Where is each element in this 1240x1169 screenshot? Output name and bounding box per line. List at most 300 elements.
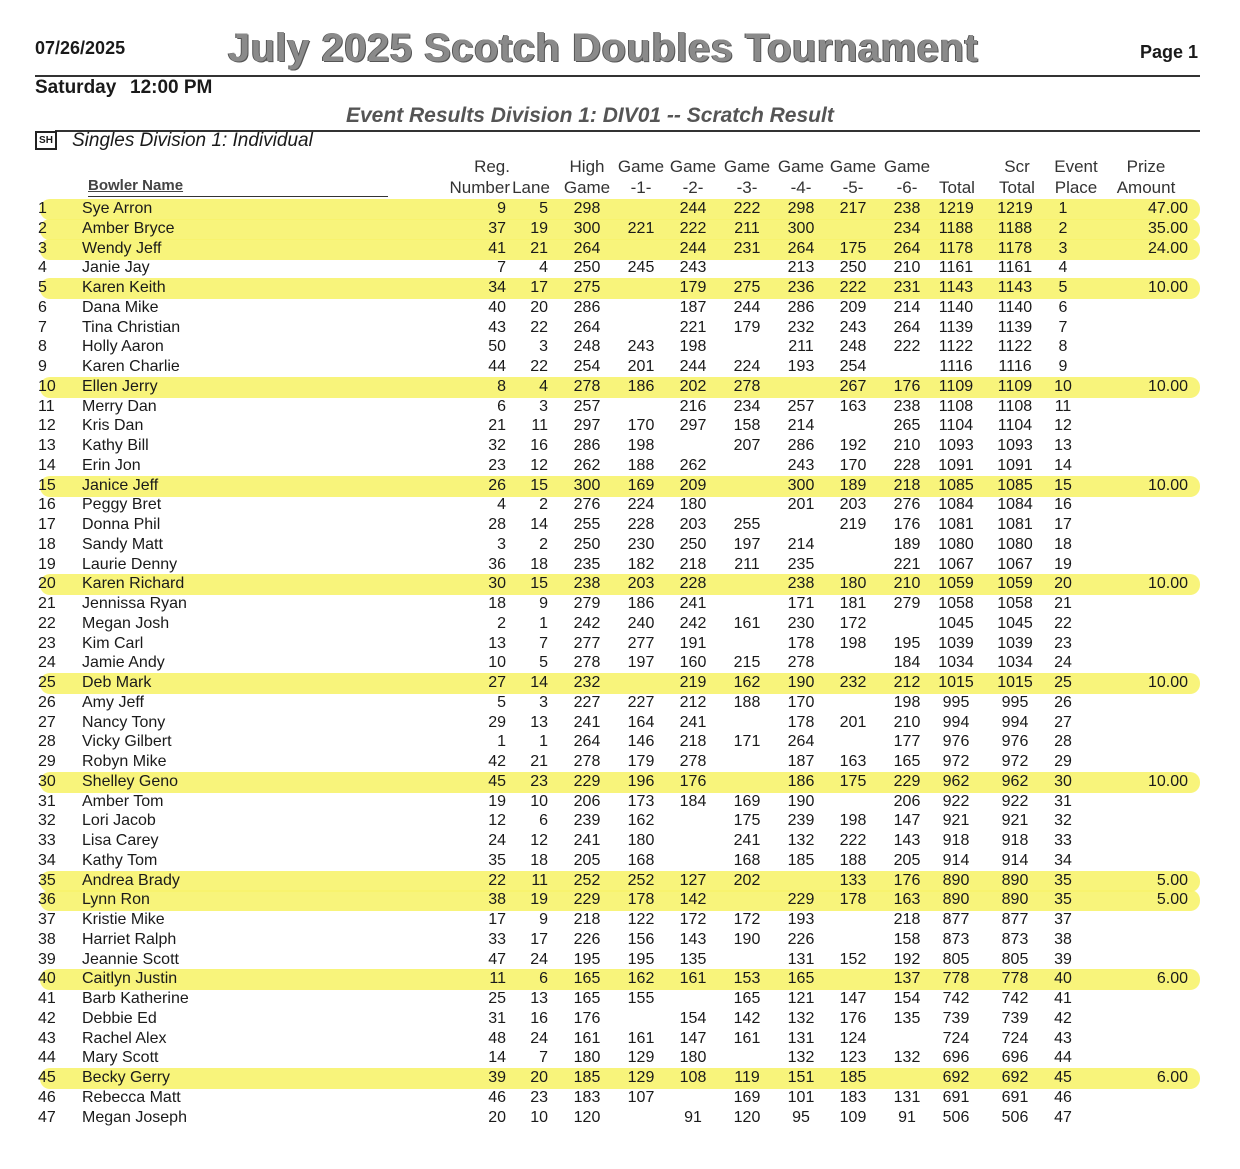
total-score: 1109: [938, 378, 974, 395]
table-row: [0, 1009, 1240, 1029]
table-row: [0, 851, 1240, 871]
game-1-score: 277: [627, 635, 655, 652]
game-2-score: 203: [679, 516, 707, 533]
game-6-score: 184: [893, 654, 921, 671]
game-5-score: 175: [839, 773, 867, 790]
game-4-score: 243: [787, 457, 815, 474]
game-5-score: 133: [839, 872, 867, 889]
total-score: 506: [942, 1109, 970, 1126]
row-number: 5: [38, 279, 47, 296]
event-place: 29: [1054, 753, 1072, 770]
game-4-score: 131: [787, 951, 815, 968]
row-number: 22: [38, 615, 56, 632]
lane: 18: [530, 556, 548, 573]
high-game: 254: [573, 358, 601, 375]
bowler-name: Donna Phil: [82, 516, 161, 533]
total-score: 918: [942, 832, 970, 849]
lane: 12: [530, 832, 548, 849]
event-place: 44: [1054, 1049, 1072, 1066]
game-6-score: 91: [898, 1109, 916, 1126]
game-1-score: 196: [627, 773, 655, 790]
bowler-name: Kris Dan: [82, 417, 144, 434]
game-4-score: 300: [787, 220, 815, 237]
table-row: [0, 495, 1240, 515]
row-number: 4: [38, 259, 47, 276]
high-game: 232: [573, 674, 601, 691]
high-game: 183: [573, 1089, 601, 1106]
game-2-score: 143: [679, 931, 707, 948]
reg-number: 40: [488, 299, 506, 316]
lane: 7: [539, 635, 548, 652]
game-3-score: 169: [733, 1089, 761, 1106]
bowler-name: Sye Arron: [82, 200, 153, 217]
game-3-score: 142: [733, 1010, 761, 1027]
game-2-score: 219: [679, 674, 707, 691]
lane: 9: [539, 595, 548, 612]
lane: 17: [530, 931, 548, 948]
header-game-3: [720, 156, 774, 198]
header-game-4: [774, 156, 828, 198]
table-row: [0, 732, 1240, 752]
reg-number: 47: [488, 951, 506, 968]
scratch-total: 1140: [997, 299, 1033, 316]
reg-number: 12: [488, 812, 506, 829]
high-game: 165: [573, 990, 601, 1007]
table-row: [0, 752, 1240, 772]
scratch-total: 976: [1001, 733, 1029, 750]
game-5-score: 180: [839, 575, 867, 592]
total-score: 890: [942, 872, 970, 889]
game-3-score: 278: [733, 378, 761, 395]
total-score: 696: [942, 1049, 970, 1066]
reg-number: 48: [488, 1030, 506, 1047]
game-3-score: 158: [733, 417, 761, 434]
bowler-name: Tina Christian: [82, 319, 181, 336]
event-place: 35: [1054, 891, 1072, 908]
game-5-score: 181: [839, 595, 867, 612]
game-1-score: 243: [627, 338, 655, 355]
game-6-score: 154: [893, 990, 921, 1007]
lane: 3: [539, 694, 548, 711]
header-game-number: -3-: [736, 178, 758, 197]
reg-number: 30: [488, 575, 506, 592]
high-game: 235: [573, 556, 601, 573]
game-3-score: 190: [733, 931, 761, 948]
game-4-score: 178: [787, 714, 815, 731]
reg-number: 24: [488, 832, 506, 849]
table-row: [0, 436, 1240, 456]
scratch-total: 724: [1001, 1030, 1029, 1047]
reg-number: 33: [488, 931, 506, 948]
lane: 7: [539, 1049, 548, 1066]
row-number: 44: [38, 1049, 56, 1066]
game-3-score: 202: [733, 872, 761, 889]
lane: 21: [530, 753, 548, 770]
high-game: 229: [573, 891, 601, 908]
high-game: 165: [573, 970, 601, 987]
game-6-score: 218: [893, 911, 921, 928]
game-2-score: 172: [679, 911, 707, 928]
game-2-score: 202: [679, 378, 707, 395]
game-2-score: 244: [679, 200, 707, 217]
row-number: 43: [38, 1030, 56, 1047]
row-number: 39: [38, 951, 56, 968]
bowler-name: Jamie Andy: [82, 654, 165, 671]
game-3-score: 255: [733, 516, 761, 533]
total-score: 1080: [938, 536, 974, 553]
scratch-total: 922: [1001, 793, 1029, 810]
game-2-score: 241: [679, 595, 707, 612]
total-score: 1188: [938, 220, 974, 237]
event-place: 20: [1054, 575, 1072, 592]
bowler-name: Kathy Tom: [82, 852, 158, 869]
bowler-name: Kathy Bill: [82, 437, 149, 454]
game-4-score: 132: [787, 1049, 815, 1066]
high-game: 264: [573, 733, 601, 750]
bowler-name: Janie Jay: [82, 259, 150, 276]
header-game-number: -2-: [682, 178, 704, 197]
header-game-label: Game: [777, 157, 825, 176]
game-5-score: 123: [839, 1049, 867, 1066]
table-row: [0, 1108, 1240, 1128]
game-6-score: 132: [893, 1049, 921, 1066]
header-game-label: Game: [829, 157, 877, 176]
lane: 17: [530, 279, 548, 296]
game-3-score: 179: [733, 319, 761, 336]
scratch-total: 918: [1001, 832, 1029, 849]
reg-number: 34: [488, 279, 506, 296]
event-place: 19: [1054, 556, 1072, 573]
game-6-score: 147: [893, 812, 921, 829]
game-3-score: 161: [733, 615, 761, 632]
table-row: [0, 594, 1240, 614]
high-game: 250: [573, 259, 601, 276]
total-score: 962: [942, 773, 970, 790]
reg-number: 25: [488, 990, 506, 1007]
high-game: 278: [573, 753, 601, 770]
lane: 11: [531, 417, 548, 434]
row-number: 36: [38, 891, 56, 908]
high-game: 298: [573, 200, 601, 217]
game-5-score: 243: [839, 319, 867, 336]
game-6-score: 210: [893, 437, 921, 454]
game-5-score: 175: [839, 240, 867, 257]
lane: 5: [539, 200, 548, 217]
game-2-score: 176: [679, 773, 707, 790]
bowler-name: Amber Bryce: [82, 220, 175, 237]
header-reg-top: Reg.: [474, 157, 510, 176]
total-score: 1081: [938, 516, 974, 533]
total-score: 1015: [938, 674, 974, 691]
event-place: 14: [1054, 457, 1072, 474]
header-prize-top: Prize: [1126, 157, 1166, 176]
total-score: 1067: [938, 556, 974, 573]
scratch-total: 1085: [997, 477, 1033, 494]
game-3-score: 215: [733, 654, 761, 671]
reg-number: 11: [489, 970, 506, 987]
lane: 10: [530, 793, 548, 810]
game-1-score: 203: [627, 575, 655, 592]
scratch-total: 692: [1001, 1069, 1029, 1086]
event-place: 1: [1058, 200, 1068, 217]
table-row: [0, 634, 1240, 654]
row-number: 42: [38, 1010, 56, 1027]
total-score: 739: [942, 1010, 970, 1027]
game-5-score: 209: [839, 299, 867, 316]
event-place: 13: [1054, 437, 1072, 454]
game-4-score: 235: [787, 556, 815, 573]
table-row: [0, 397, 1240, 417]
table-row: [0, 871, 1240, 891]
game-3-score: 175: [733, 812, 761, 829]
prize-amount: 10.00: [1147, 674, 1188, 691]
bowler-name: Lynn Ron: [82, 891, 150, 908]
bowler-name: Sandy Matt: [82, 536, 163, 553]
header-high-top: High: [569, 157, 605, 176]
event-place: 6: [1058, 299, 1068, 316]
game-5-score: 222: [839, 279, 867, 296]
game-1-score: 178: [627, 891, 655, 908]
game-6-score: 195: [893, 635, 921, 652]
total-score: 1161: [938, 259, 974, 276]
bowler-name: Nancy Tony: [82, 714, 166, 731]
row-number: 14: [38, 457, 56, 474]
game-3-score: 234: [733, 398, 761, 415]
row-number: 18: [38, 536, 56, 553]
event-place: 32: [1054, 812, 1072, 829]
game-3-score: 153: [733, 970, 761, 987]
scratch-total: 1122: [997, 338, 1033, 355]
game-6-score: 231: [893, 279, 921, 296]
bowler-name: Lori Jacob: [82, 812, 156, 829]
event-place: 46: [1054, 1089, 1072, 1106]
game-4-score: 132: [787, 832, 815, 849]
game-2-score: 242: [679, 615, 707, 632]
lane: 15: [530, 477, 548, 494]
event-place: 33: [1054, 832, 1072, 849]
scratch-total: 1058: [997, 595, 1033, 612]
row-number: 37: [38, 911, 56, 928]
game-1-score: 201: [627, 358, 655, 375]
scratch-total: 1109: [997, 378, 1033, 395]
header-game-label: Game: [669, 157, 717, 176]
reg-number: 20: [488, 1109, 506, 1126]
reg-number: 19: [488, 793, 506, 810]
row-number: 46: [38, 1089, 56, 1106]
row-number: 45: [38, 1069, 56, 1086]
game-6-score: 206: [893, 793, 921, 810]
bowler-name: Kristie Mike: [82, 911, 165, 928]
game-4-score: 264: [787, 733, 815, 750]
header-prize-bottom: Amount: [1116, 178, 1176, 197]
table-row: [0, 713, 1240, 733]
high-game: 241: [573, 832, 601, 849]
game-3-score: 241: [733, 832, 761, 849]
total-score: 692: [942, 1069, 970, 1086]
game-3-score: 224: [733, 358, 761, 375]
bowler-name: Kim Carl: [82, 635, 144, 652]
game-2-score: 161: [679, 970, 707, 987]
game-4-score: 132: [787, 1010, 815, 1027]
row-number: 9: [38, 358, 47, 375]
game-2-score: 108: [679, 1069, 707, 1086]
prize-amount: 10.00: [1147, 575, 1188, 592]
table-row: [0, 792, 1240, 812]
reg-number: 41: [488, 240, 506, 257]
game-2-score: 250: [679, 536, 707, 553]
lane: 11: [531, 872, 548, 889]
header-scr-total: [990, 156, 1044, 198]
row-number: 17: [38, 516, 56, 533]
game-2-score: 180: [679, 496, 707, 513]
game-4-score: 211: [788, 338, 814, 355]
game-1-score: 107: [627, 1089, 655, 1106]
prize-amount: 10.00: [1147, 279, 1188, 296]
table-row: [0, 693, 1240, 713]
row-number: 23: [38, 635, 56, 652]
lane: 2: [539, 536, 548, 553]
high-game: 297: [573, 417, 601, 434]
lane: 14: [530, 516, 548, 533]
scratch-total: 921: [1001, 812, 1029, 829]
game-1-score: 186: [627, 595, 655, 612]
scratch-total: 1161: [997, 259, 1033, 276]
table-row: [0, 653, 1240, 673]
event-place: 24: [1054, 654, 1072, 671]
table-row: [0, 456, 1240, 476]
row-number: 11: [38, 398, 55, 415]
table-row: [0, 515, 1240, 535]
event-place: 16: [1054, 496, 1072, 513]
game-1-score: 155: [627, 990, 655, 1007]
total-score: 921: [942, 812, 970, 829]
table-row: [0, 1088, 1240, 1108]
game-2-score: 244: [679, 358, 707, 375]
high-game: 227: [573, 694, 601, 711]
header-bowler-name: Bowler Name: [88, 177, 184, 194]
reg-number: 1: [497, 733, 506, 750]
total-score: 1084: [938, 496, 974, 513]
reg-number: 17: [488, 911, 506, 928]
game-5-score: 203: [839, 496, 867, 513]
reg-number: 22: [488, 872, 506, 889]
lane: 22: [530, 319, 548, 336]
game-4-score: 286: [787, 299, 815, 316]
row-number: 10: [38, 378, 56, 395]
game-5-score: 183: [839, 1089, 867, 1106]
game-6-score: 234: [893, 220, 921, 237]
scratch-total: 696: [1001, 1049, 1029, 1066]
reg-number: 36: [488, 556, 506, 573]
total-score: 994: [942, 714, 970, 731]
table-row: [0, 199, 1240, 219]
lane: 13: [530, 990, 548, 1007]
lane: 23: [530, 1089, 548, 1106]
scratch-total: 1108: [997, 398, 1033, 415]
high-game: 229: [573, 773, 601, 790]
bowler-name: Wendy Jeff: [82, 240, 162, 257]
total-score: 1085: [938, 477, 974, 494]
game-4-score: 213: [787, 259, 815, 276]
header-scr-bottom: Total: [999, 178, 1035, 197]
prize-amount: 6.00: [1156, 1069, 1188, 1086]
reg-number: 38: [488, 891, 506, 908]
event-place: 43: [1054, 1030, 1072, 1047]
scratch-total: 1091: [997, 457, 1033, 474]
reg-number: 2: [497, 615, 506, 632]
game-4-score: 190: [787, 793, 815, 810]
table-row: [0, 910, 1240, 930]
event-place: 40: [1054, 970, 1072, 987]
game-2-score: 198: [679, 338, 707, 355]
row-number: 30: [38, 773, 56, 790]
game-3-score: 162: [733, 674, 761, 691]
game-6-score: 238: [893, 398, 921, 415]
lane: 4: [539, 378, 548, 395]
game-6-score: 165: [893, 753, 921, 770]
scratch-total: 877: [1001, 911, 1029, 928]
lane: 23: [530, 773, 548, 790]
event-place: 3: [1058, 240, 1068, 257]
reg-number: 29: [488, 714, 506, 731]
game-5-score: 170: [839, 457, 867, 474]
lane: 19: [530, 891, 548, 908]
game-5-score: 232: [839, 674, 867, 691]
game-1-score: 168: [627, 852, 655, 869]
scratch-total: 972: [1001, 753, 1029, 770]
game-6-score: 228: [893, 457, 921, 474]
game-6-score: 229: [893, 773, 921, 790]
game-5-score: 248: [839, 338, 867, 355]
game-1-score: 245: [627, 259, 655, 276]
row-number: 16: [38, 496, 56, 513]
header-game-number: -4-: [790, 178, 812, 197]
header-game-label: Game: [723, 157, 771, 176]
bowler-name: Megan Joseph: [82, 1109, 187, 1126]
event-place: 11: [1054, 398, 1072, 415]
game-1-score: 164: [627, 714, 655, 731]
high-game: 278: [573, 378, 601, 395]
game-6-score: 214: [893, 299, 921, 316]
event-place: 35: [1054, 872, 1072, 889]
game-4-score: 165: [787, 970, 815, 987]
game-2-score: 180: [679, 1049, 707, 1066]
game-1-score: 129: [627, 1049, 655, 1066]
game-1-score: 198: [627, 437, 655, 454]
high-game: 218: [573, 911, 601, 928]
event-place: 8: [1058, 338, 1068, 355]
lane: 15: [530, 575, 548, 592]
game-6-score: 158: [893, 931, 921, 948]
total-score: 1139: [938, 319, 974, 336]
game-5-score: 254: [839, 358, 867, 375]
bowler-name: Jennissa Ryan: [82, 595, 187, 612]
game-3-score: 222: [733, 200, 761, 217]
game-5-score: 109: [839, 1109, 867, 1126]
reg-number: 42: [488, 753, 506, 770]
prize-amount: 5.00: [1156, 891, 1188, 908]
header-game-number: -5-: [842, 178, 864, 197]
game-6-score: 279: [893, 595, 921, 612]
table-row: [0, 673, 1240, 693]
game-4-score: 131: [787, 1030, 815, 1047]
row-number: 28: [38, 733, 56, 750]
game-6-score: 238: [893, 200, 921, 217]
high-game: 241: [573, 714, 601, 731]
game-2-score: 191: [679, 635, 707, 652]
total-score: 1104: [938, 417, 974, 434]
game-2-score: 218: [679, 733, 707, 750]
